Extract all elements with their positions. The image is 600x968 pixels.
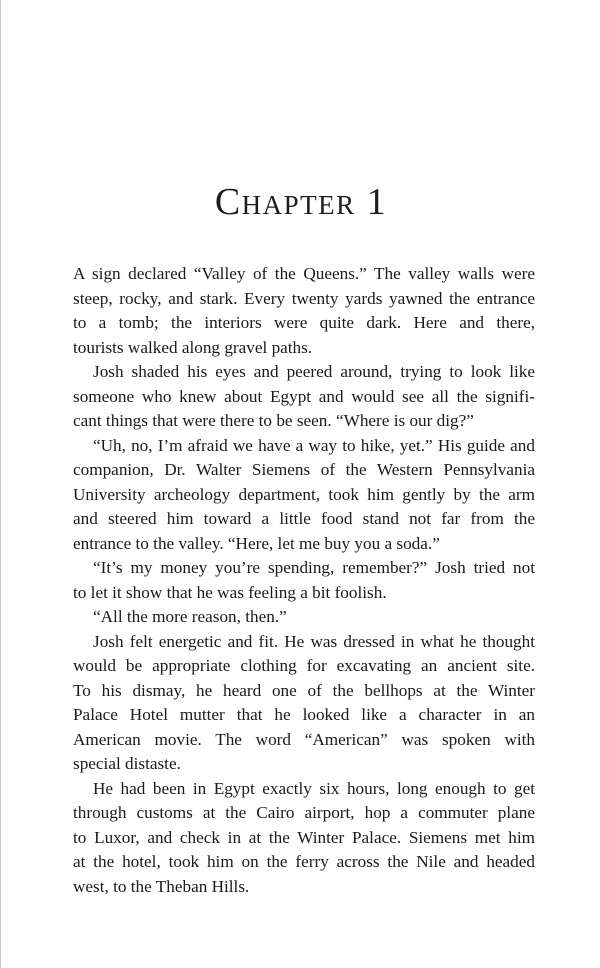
text-line: A sign declared “Valley of the Queens.” The valley walls were [73,264,535,283]
paragraph [73,605,535,630]
paragraph [73,556,535,605]
text-line: cant things that were there to be seen. “Where is our dig?” [73,411,474,430]
text-line: Josh felt energetic and fit. He was dressed in what he thought [93,631,535,651]
text-line: tourists walked along gravel paths. [73,337,313,357]
paragraph [73,434,535,557]
text-line: American movie. The word “American” was spoken with [73,729,535,749]
text-line: “It’s my money you’re spending, remember?” Josh tried not [93,558,535,577]
paragraph [73,630,535,777]
text-line: Palace Hotel mutter that he looked like a character in an [73,705,535,724]
text-line: someone who knew about Egypt and would see all the signifi- [73,386,535,406]
text-line: at the hotel, took him on the ferry across the Nile and headed [73,852,535,871]
text-line: special distaste. [73,754,181,773]
paragraph [73,777,535,900]
text-line: University archeology department, took him gently by the arm [73,484,535,504]
text-line: companion, Dr. Walter Siemens of the Western Pennsylvania [73,460,535,479]
text-line: through customs at the Cairo airport, hop a commuter plane [73,803,535,822]
chapter-title: Chapter 1 [214,181,388,223]
text-line: Josh shaded his eyes and peered around, trying to look like [93,362,535,381]
chapter-body [73,262,535,899]
text-line: He had been in Egypt exactly six hours, long enough to get [93,778,535,798]
text-line: west, to the Theban Hills. [73,876,250,896]
text-line: entrance to the valley. “Here, let me buy you a soda.” [73,533,440,553]
text-line: would be appropriate clothing for excavating an ancient site. [73,656,535,675]
text-line: “All the more reason, then.” [93,607,287,626]
paragraph [73,360,535,434]
text-line: To his dismay, he heard one of the bellhops at the Winter [73,680,535,700]
text-line: steep, rocky, and stark. Every twenty yards yawned the entrance [73,288,535,308]
text-line: to let it show that he was feeling a bit foolish. [73,582,387,602]
paragraph [73,262,535,360]
text-line: to Luxor, and check in at the Winter Palace. Siemens met him [73,827,535,847]
text-line: “Uh, no, I’m afraid we have a way to hike, yet.” His guide and [93,435,535,455]
text-line: to a tomb; the interiors were quite dark. Here and there, [73,313,535,332]
text-line: and steered him toward a little food stand not far from the [73,509,535,528]
